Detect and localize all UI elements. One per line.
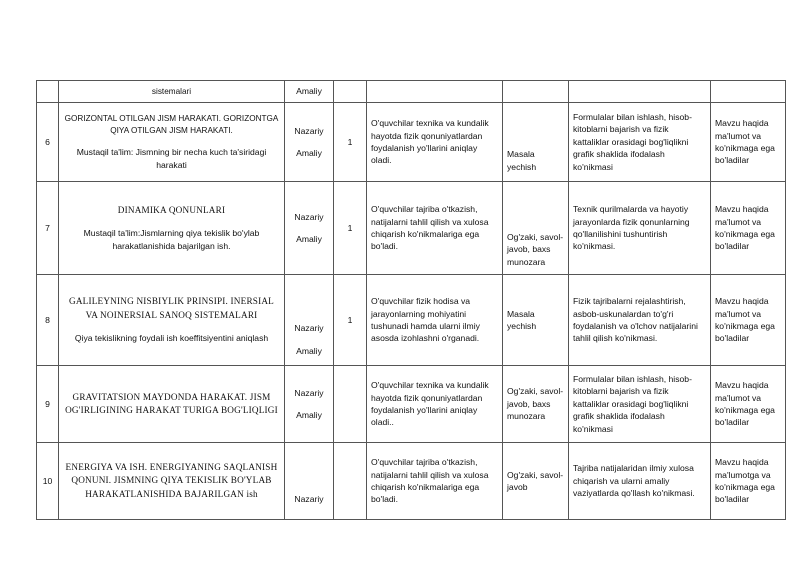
topic-cell xyxy=(59,275,285,366)
result-cell xyxy=(711,81,786,103)
lesson-type: Amaliy xyxy=(296,148,322,158)
table-row xyxy=(37,443,786,520)
method-cell: Og'zaki, savol-javob xyxy=(503,443,569,520)
topic-title: GRAVITATSION MAYDONDA HARAKAT. JISM OG'IRLIGINING HARAKAT TURIGA BOG'LIQLIGI xyxy=(65,391,278,415)
row-number: 7 xyxy=(37,182,59,275)
table-row xyxy=(37,81,786,103)
lesson-type-cell xyxy=(285,366,334,443)
topic-title: GORIZONTAL OTILGAN JISM HARAKATI. GORIZONTGA QIYA OTILGAN JISM HARAKATI. xyxy=(64,113,279,135)
lesson-type-cell xyxy=(285,81,334,103)
lesson-type-cell xyxy=(285,182,334,275)
table-row xyxy=(37,275,786,366)
table-row xyxy=(37,366,786,443)
objective-cell: O'quvchilar fizik hodisa va jarayonlarning mohiyatini tushunadi hamda ularni ilmiy asosda izohlashni o'rganadi. xyxy=(367,275,503,366)
objective-cell xyxy=(367,81,503,103)
row-number: 8 xyxy=(37,275,59,366)
lesson-type: Amaliy xyxy=(296,410,322,420)
topic-cell xyxy=(59,103,285,182)
skills-cell: Tajriba natijalaridan ilmiy xulosa chiqarish va ularni amaliy vaziyatlarda qo'llash ko'nikmasi. xyxy=(569,443,711,520)
table-row xyxy=(37,103,786,182)
row-number: 9 xyxy=(37,366,59,443)
method-cell: Masala yechish xyxy=(503,275,569,366)
result-cell: Mavzu haqida ma'lumot va ko'nikmaga ega bo'ladilar xyxy=(711,366,786,443)
objective-cell: O'quvchilar tajriba o'tkazish, natijalarni tahlil qilish va xulosa chiqarish ko'nikmalariga ega bo'ladi. xyxy=(367,182,503,275)
topic-title: sistemalari xyxy=(151,86,192,96)
row-number xyxy=(37,81,59,103)
skills-cell: Fizik tajribalarni rejalashtirish, asbob-uskunalardan to'g'ri foydalanish va o'lchov natijalarini tahlil qilish ko'nikmasi. xyxy=(569,275,711,366)
method-cell xyxy=(503,81,569,103)
lesson-type-cell xyxy=(285,275,334,366)
lesson-type: Amaliy xyxy=(296,234,322,244)
lesson-type: Nazariy xyxy=(294,387,324,398)
lesson-plan-table xyxy=(36,80,786,520)
topic-subtitle: Mustaqil ta'lim: Jismning bir necha kuch ta'siridagi harakati xyxy=(76,147,267,170)
objective-cell: O'quvchilar texnika va kundalik hayotda fizik qonuniyatlardan foydalanish yo'llarini aniqlay oladi.. xyxy=(367,366,503,443)
hours-cell: 1 xyxy=(334,182,367,275)
topic-subtitle: Mustaqil ta'lim:Jismlarning qiya tekislik bo'ylab harakatlanishida bajarilgan ish. xyxy=(83,228,260,251)
hours-cell: 1 xyxy=(334,103,367,182)
topic-cell xyxy=(59,366,285,443)
topic-cell xyxy=(59,443,285,520)
objective-cell: O'quvchilar texnika va kundalik hayotda fizik qonuniyatlardan foydalanish yo'llarini aniqlay oladi. xyxy=(367,103,503,182)
hours-cell xyxy=(334,443,367,520)
lesson-type: Nazariy xyxy=(294,125,324,136)
lesson-type: Amaliy xyxy=(296,345,322,356)
lesson-type: Nazariy xyxy=(294,211,324,222)
result-cell: Mavzu haqida ma'lumot va ko'nikmaga ega bo'ladilar xyxy=(711,103,786,182)
lesson-type: Amaliy xyxy=(296,86,322,97)
topic-title: DINAMIKA QONUNLARI xyxy=(117,204,226,215)
topic-title: ENERGIYA VA ISH. ENERGIYANING SAQLANISH QONUNI. JISMNING QIYA TEKISLIK BO'YLAB HARAKATLANISHIDA BAJARILGAN ish xyxy=(65,461,278,499)
lesson-type: Nazariy xyxy=(294,493,324,504)
hours-cell xyxy=(334,81,367,103)
result-cell: Mavzu haqida ma'lumot va ko'nikmaga ega bo'ladilar xyxy=(711,182,786,275)
row-number: 10 xyxy=(37,443,59,520)
skills-cell: Texnik qurilmalarda va hayotiy jarayonlarda fizik qonunlarning qo'llanilishini tushuntirish ko'nikmasi. xyxy=(569,182,711,275)
method-cell: Og'zaki, savol-javob, baxs munozara xyxy=(503,182,569,275)
hours-cell xyxy=(334,366,367,443)
skills-cell: Formulalar bilan ishlash, hisob-kitoblarni bajarish va fizik kattaliklar orasidagi bog'liqlikni grafik shaklida ifodalash ko'nikmasi xyxy=(569,103,711,182)
method-cell: Og'zaki, savol-javob, baxs munozara xyxy=(503,366,569,443)
table-row xyxy=(37,182,786,275)
objective-cell: O'quvchilar tajriba o'tkazish, natijalarni tahlil qilish va xulosa chiqarish ko'nikmalariga ega bo'ladi. xyxy=(367,443,503,520)
skills-cell: Formulalar bilan ishlash, hisob-kitoblarni bajarish va fizik kattaliklar orasidagi bog'liqlikni grafik shaklida ifodalash ko'nikmasi xyxy=(569,366,711,443)
skills-cell xyxy=(569,81,711,103)
topic-cell xyxy=(59,182,285,275)
lesson-type-cell xyxy=(285,443,334,520)
method-cell: Masala yechish xyxy=(503,103,569,182)
result-cell: Mavzu haqida ma'lumotga va ko'nikmaga ega bo'ladilar xyxy=(711,443,786,520)
lesson-type: Nazariy xyxy=(294,323,324,334)
topic-cell xyxy=(59,81,285,103)
lesson-type-cell xyxy=(285,103,334,182)
result-cell: Mavzu haqida ma'lumot va ko'nikmaga ega bo'ladilar xyxy=(711,275,786,366)
topic-subtitle: Qiya tekislikning foydali ish koeffitsiyentini aniqlash xyxy=(74,333,269,344)
row-number: 6 xyxy=(37,103,59,182)
hours-cell: 1 xyxy=(334,275,367,366)
topic-title: GALILEYNING NISBIYLIK PRINSIPI. INERSIAL VA NOINERSIAL SANOQ SISTEMALARI xyxy=(68,296,274,320)
